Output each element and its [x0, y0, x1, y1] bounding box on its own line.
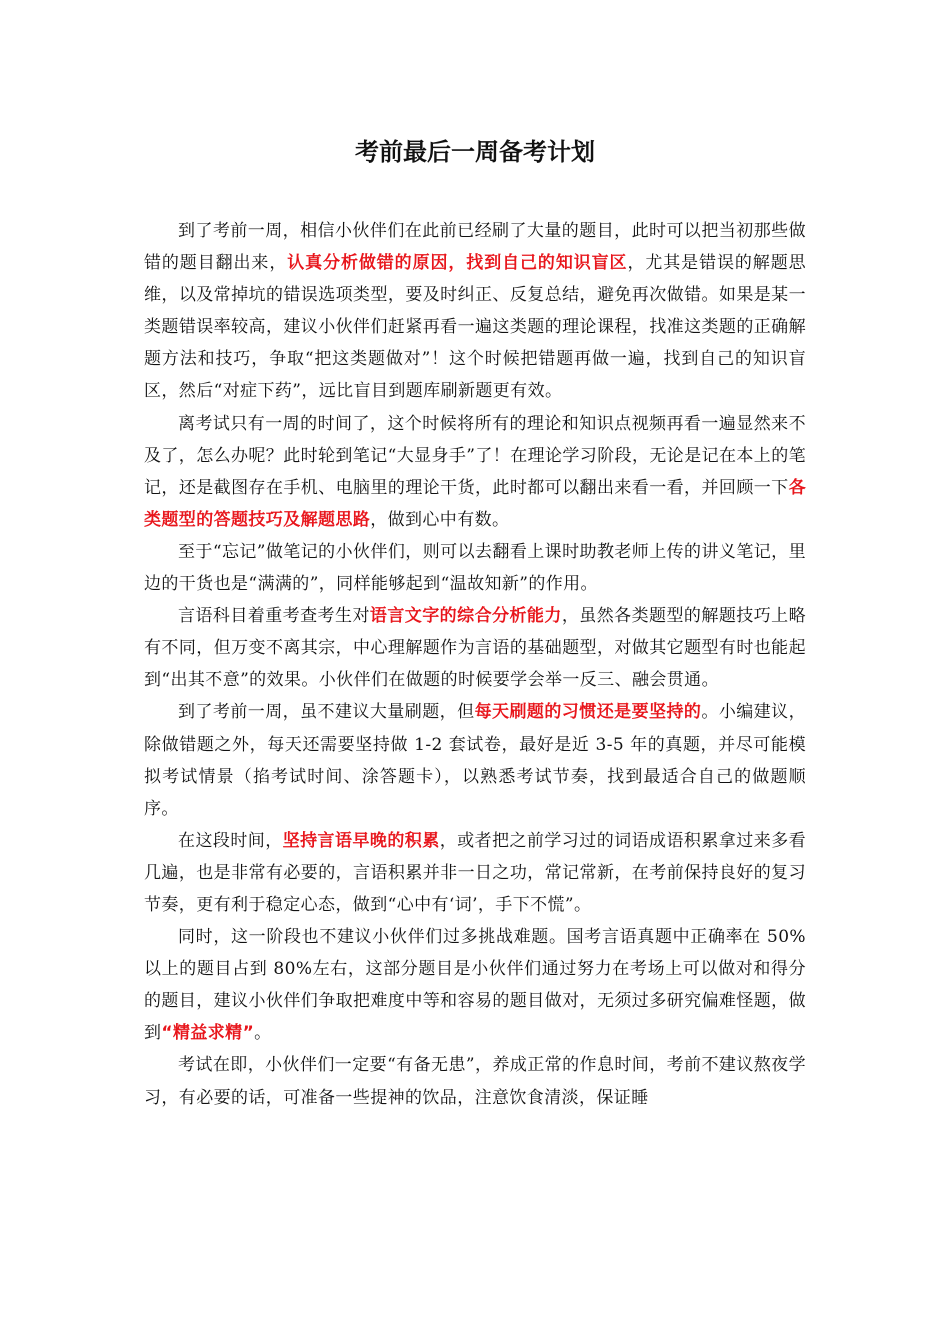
- highlighted-text: 认真分析做错的原因，找到自己的知识盲区: [287, 253, 628, 274]
- paragraph-8: [144, 1049, 806, 1113]
- highlighted-text: 坚持言语早晚的积累: [282, 830, 440, 851]
- highlighted-text: “精益求精”: [161, 1023, 255, 1044]
- paragraph-text: ，尤其是错误的解题思维，以及常掉坑的错误选项类型，要及时纠正、反复总结，避免再次做错。如果是某一类题错误率较高，建议小伙伴们赶紧再看一遍这类题的理论课程，找准这类题的正确解题方法和技巧，争取“把这类题做对”！这个时候把错题再做一遍，找到自己的知识盲区，然后“对症下药”，远比盲目到题库刷新题更有效。: [144, 253, 806, 402]
- paragraph-3: [144, 536, 806, 600]
- document-title: 考前最后一周备考计划: [355, 138, 595, 166]
- paragraph-7: [144, 921, 806, 1049]
- paragraph-4: [144, 600, 806, 696]
- paragraph-text: 离考试只有一周的时间了，这个时候将所有的理论和知识点视频再看一遍显然来不及了，怎么办呢？此时轮到笔记“大显身手”了！在理论学习阶段，无论是记在本上的笔记，还是截图存在手机、电脑里的理论干货，此时都可以翻出来看一看，并回顾一下: [144, 413, 806, 498]
- paragraph-text: 。小编建议，除做错题之外，每天还需要坚持做 1-2 套试卷，最好是近 3-5 年的真题，并尽可能模拟考试情景（掐考试时间、涂答题卡），以熟悉考试节奏，找到最适合自己的做题顺序。: [144, 702, 807, 819]
- paragraph-text: ，虽然各类题型的解题技巧上略有不同，但万变不离其宗，中心理解题作为言语的基础题型，对做其它题型有时也能起到“出其不意”的效果。小伙伴们在做题的时候要学会举一反三、融会贯通。: [144, 606, 806, 691]
- paragraph-text: 到了考前一周，虽不建议大量刷题，但: [178, 702, 475, 723]
- paragraph-2: [144, 408, 806, 536]
- paragraph-text: ，做到心中有数。: [370, 509, 510, 530]
- highlighted-text: 每天刷题的习惯还是要坚持的: [474, 702, 702, 723]
- document-body: [144, 215, 806, 1114]
- paragraph-text: ，或者把之前学习过的词语成语积累拿过来多看几遍，也是非常有必要的，言语积累并非一日之功，常记常新，在考前保持良好的复习节奏，更有利于稳定心态，做到“心中有‘词’，手下不慌”。: [144, 830, 806, 915]
- paragraph-5: [144, 696, 806, 824]
- paragraph-1: [144, 215, 806, 408]
- paragraph-text: 至于“忘记”做笔记的小伙伴们，则可以去翻看上课时助教老师上传的讲义笔记，里边的干货也是“满满的”，同样能够起到“温故知新”的作用。: [144, 541, 806, 595]
- highlighted-text: 各类题型的答题技巧及解题思路: [144, 477, 806, 530]
- paragraph-6: [144, 825, 806, 921]
- paragraph-text: 在这段时间，: [178, 830, 283, 851]
- paragraph-text: 言语科目着重考查考生对: [178, 606, 370, 627]
- highlighted-text: 语言文字的综合分析能力: [369, 606, 562, 627]
- paragraph-text: 到了考前一周，相信小伙伴们在此前已经刷了大量的题目，此时可以把当初那些做错的题目翻出来，: [144, 221, 806, 274]
- paragraph-text: 同时，这一阶段也不建议小伙伴们过多挑战难题。国考言语真题中正确率在 50%以上的题目占到 80%左右，这部分题目是小伙伴们通过努力在考场上可以做对和得分的题目，建议小伙伴们争取把难度中等和容易的题目做对，无须过多研究偏难怪题，做到: [144, 927, 806, 1044]
- paragraph-text: 考试在即，小伙伴们一定要“有备无患”，养成正常的作息时间，考前不建议熬夜学习，有必要的话，可准备一些提神的饮品，注意饮食清淡，保证睡: [144, 1055, 806, 1108]
- paragraph-text: 。: [254, 1023, 272, 1044]
